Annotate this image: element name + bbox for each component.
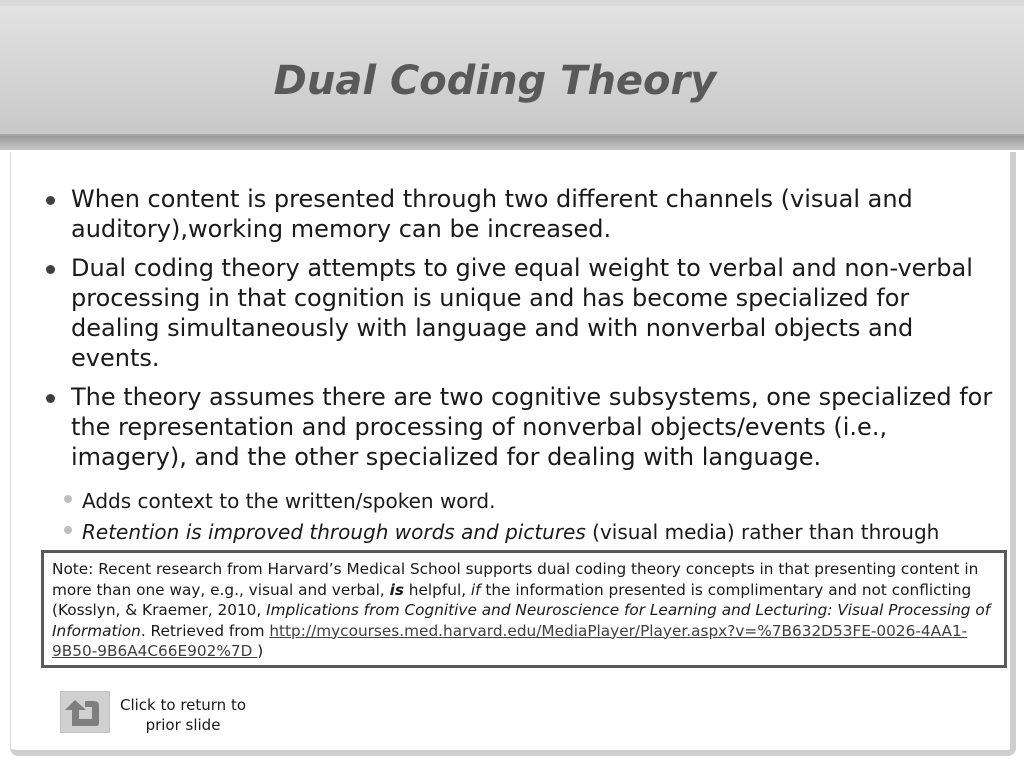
note-text: Note: Recent research from Harvard’s Medical School supports dual coding theory concepts in that presenting content in more than one way, e.g., visual and verbal,	[52, 560, 979, 599]
title-bar-shadow	[0, 136, 1024, 150]
slide-title: Dual Coding Theory	[273, 58, 717, 104]
bullet-item	[44, 382, 994, 472]
bullet-text: Dual coding theory attempts to give equal weight to verbal and non-verbal processing in that cognition is unique and has become specialized for dealing simultaneously with language and with nonverbal objects and events.	[71, 254, 973, 372]
bullet-dot-icon	[46, 265, 55, 274]
note-text: )	[257, 642, 264, 660]
note-emphasis-is: is	[389, 580, 404, 599]
bullet-dot-icon	[46, 196, 55, 205]
bullet-text: The theory assumes there are two cognitive subsystems, one specialized for the representation and processing of nonverbal objects/events (i.e., imagery), and the other specialized for dealing with language.	[71, 383, 993, 471]
return-button[interactable]	[60, 691, 110, 733]
sub-bullet-item	[62, 486, 992, 517]
bullet-text: When content is presented through two different channels (visual and auditory),working memory can be increased.	[71, 185, 913, 243]
sub-bullet-italic-text: Retention is improved through words and pictures	[82, 520, 586, 544]
sub-bullet-text: (visual media) rather than through	[585, 520, 940, 544]
note-text: helpful,	[403, 580, 471, 599]
note-emphasis-if: if	[470, 580, 481, 599]
bullet-item	[44, 184, 994, 244]
sub-bullet-text: Adds context to the written/spoken word.	[82, 489, 496, 513]
sub-bullet-dot-icon	[64, 495, 72, 503]
bullet-item	[44, 253, 994, 373]
source-link[interactable]: http://mycourses.med.harvard.edu/MediaPlayer/Player.aspx?v=%7B632D53FE-0026-4AA1-9B50-9B6A4C66E902%7D	[52, 621, 968, 660]
note-text: the information presented is complimentary and not conflicting (Kosslyn, & Kraemer, 2010,	[52, 580, 972, 619]
sub-bullet-list	[62, 486, 992, 548]
bullet-dot-icon	[46, 394, 55, 403]
bullet-list	[44, 184, 994, 481]
return-arrow-icon	[61, 692, 109, 732]
sub-bullet-dot-icon	[64, 526, 72, 534]
note-citation-title: Implications from Cognitive and Neuroscience for Learning and Lecturing: Visual Processing of Information	[52, 601, 991, 640]
note-text: . Retrieved from	[140, 621, 270, 640]
return-button-label[interactable]: Click to return to prior slide	[119, 696, 247, 734]
sub-bullet-item	[62, 517, 992, 548]
research-note-box	[41, 550, 1007, 668]
